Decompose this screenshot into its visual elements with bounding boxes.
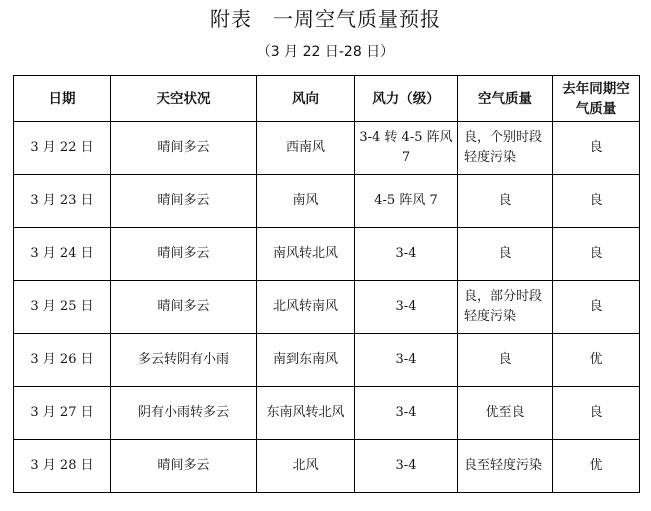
cell-sky: 晴间多云 <box>111 281 257 334</box>
cell-wind-direction: 北风转南风 <box>257 281 355 334</box>
table-row <box>14 334 640 387</box>
cell-last-year: 良 <box>553 122 640 175</box>
cell-date: 3 月 26 日 <box>14 334 111 387</box>
cell-sky: 晴间多云 <box>111 228 257 281</box>
header-wind-force: 风力（级） <box>355 76 458 122</box>
cell-wind-force: 3-4 <box>355 440 458 493</box>
cell-air-quality: 良 <box>458 175 553 228</box>
cell-air-quality: 良 <box>458 228 553 281</box>
cell-wind-force: 3-4 <box>355 334 458 387</box>
cell-last-year: 优 <box>553 440 640 493</box>
cell-sky: 阴有小雨转多云 <box>111 387 257 440</box>
cell-wind-direction: 南风转北风 <box>257 228 355 281</box>
header-last-year: 去年同期空气质量 <box>553 76 640 122</box>
header-wind-direction: 风向 <box>257 76 355 122</box>
cell-air-quality: 良 <box>458 334 553 387</box>
header-sky: 天空状况 <box>111 76 257 122</box>
cell-wind-direction: 东南风转北风 <box>257 387 355 440</box>
cell-last-year: 良 <box>553 228 640 281</box>
cell-wind-force: 3-4 <box>355 228 458 281</box>
cell-last-year: 优 <box>553 334 640 387</box>
cell-wind-force: 3-4 转 4-5 阵风 7 <box>355 122 458 175</box>
cell-wind-direction: 北风 <box>257 440 355 493</box>
document-subtitle: （3 月 22 日-28 日） <box>256 44 395 60</box>
cell-date: 3 月 23 日 <box>14 175 111 228</box>
cell-air-quality: 良，个别时段轻度污染 <box>458 122 553 175</box>
header-air-quality: 空气质量 <box>458 76 553 122</box>
document-title: 附表 一周空气质量预报 <box>210 7 441 31</box>
table-row <box>14 175 640 228</box>
table-row <box>14 440 640 493</box>
table-row <box>14 228 640 281</box>
table-row <box>14 122 640 175</box>
cell-date: 3 月 28 日 <box>14 440 111 493</box>
cell-last-year: 良 <box>553 281 640 334</box>
cell-date: 3 月 22 日 <box>14 122 111 175</box>
cell-sky: 多云转阴有小雨 <box>111 334 257 387</box>
cell-last-year: 良 <box>553 175 640 228</box>
cell-date: 3 月 27 日 <box>14 387 111 440</box>
cell-last-year: 良 <box>553 387 640 440</box>
cell-sky: 晴间多云 <box>111 175 257 228</box>
cell-wind-force: 4-5 阵风 7 <box>355 175 458 228</box>
cell-air-quality: 良，部分时段轻度污染 <box>458 281 553 334</box>
cell-wind-direction: 西南风 <box>257 122 355 175</box>
cell-wind-force: 3-4 <box>355 281 458 334</box>
cell-wind-force: 3-4 <box>355 387 458 440</box>
cell-date: 3 月 25 日 <box>14 281 111 334</box>
header-date: 日期 <box>14 76 111 122</box>
table-row <box>14 387 640 440</box>
cell-wind-direction: 南风 <box>257 175 355 228</box>
cell-air-quality: 良至轻度污染 <box>458 440 553 493</box>
table-row <box>14 281 640 334</box>
cell-sky: 晴间多云 <box>111 122 257 175</box>
cell-date: 3 月 24 日 <box>14 228 111 281</box>
header-row <box>14 76 640 122</box>
forecast-table <box>13 75 640 493</box>
cell-wind-direction: 南到东南风 <box>257 334 355 387</box>
cell-sky: 晴间多云 <box>111 440 257 493</box>
cell-air-quality: 优至良 <box>458 387 553 440</box>
